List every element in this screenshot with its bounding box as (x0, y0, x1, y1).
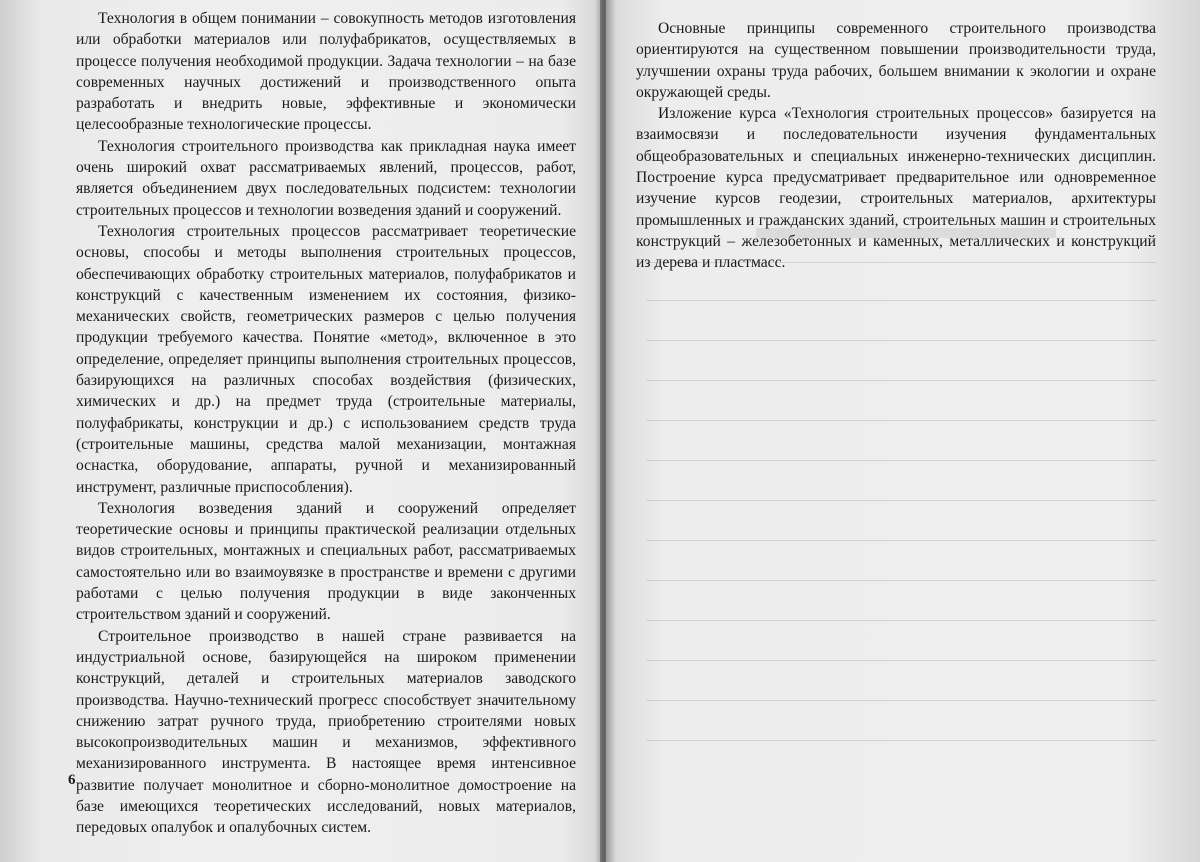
bleed-through-line (646, 420, 1156, 421)
bleed-through-line (646, 620, 1156, 621)
bleed-through-line (646, 460, 1156, 461)
left-page-text (76, 8, 576, 839)
paragraph: Технология возведения зданий и сооружений определяет теоретические основы и принципы практической реализации отдельных видов строительных, монтажных и специальных работ, рассматриваемых самостоятельно или во взаимоувязке в пространстве и времени с другими работами с целью получения продукции в виде законченных строительством зданий и сооружений. (76, 499, 576, 624)
right-page (606, 0, 1200, 862)
page-number: 6 (68, 772, 76, 788)
paragraph: Технология в общем понимании – совокупность методов изготовления или обработки материалов или полуфабрикатов, осуществляемых в процессе получения необходимой продукции. Задача технологии – на базе современных научных достижений и производственного опыта разработать и внедрить новые, эффективные и экономически целесообразные технологические процессы. (76, 10, 576, 134)
bleed-through-line (646, 380, 1156, 381)
bleed-through-line (646, 300, 1156, 301)
bleed-through-line (646, 340, 1156, 341)
paragraph: Изложение курса «Технология строительных процессов» базируется на взаимосвязи и последовательности изучения фундаментальных общеобразовательных и специальных инженерно-технических дисциплин. Построение курса предусматривает предварительное или одновременное изучение курсов геодезии, строительных материалов, архитектуры промышленных и гражданских зданий, строительных машин и строительных конструкций – железобетонных и каменных, металлических и конструкций из дерева и пластмасс. (636, 105, 1156, 272)
paragraph: Технология строительных процессов рассматривает теоретические основы, способы и методы выполнения строительных процессов, обеспечивающих обработку строительных материалов, полуфабрикатов и конструкций с качественным изменением их состояния, физико-механических свойств, геометрических размеров с целью получения продукции требуемого качества. Понятие «метод», включенное в это определение, определяет принципы выполнения строительных процессов, базирующихся на различных способах воздействия (физических, химических и др.) на предмет труда (строительные материалы, полуфабрикаты, конструкции и др.) с использованием средств труда (строительные машины, средства малой механизации, монтажная оснастка, оборудование, аппараты, ручной и механизированный инструмент, различные приспособления). (76, 222, 576, 496)
bleed-through-line (646, 500, 1156, 501)
bleed-through-line (646, 540, 1156, 541)
bleed-through-line (646, 700, 1156, 701)
bleed-through-line (646, 660, 1156, 661)
paragraph: Строительное производство в нашей стране развивается на индустриальной основе, базирующейся на широком применении конструкций, деталей и строительных материалов заводского производства. Научно-технический прогресс способствует значительному снижению затрат ручного труда, приобретению строителями новых высокопроизводительных машин и механизмов, эффективного механизированного инструмента. В настоящее время интенсивное развитие получает монолитное и сборно-монолитное домостроение на базе имеющихся теоретических исследований, новых материалов, передовых опалубок и опалубочных систем. (76, 627, 576, 837)
right-page-text (636, 18, 1156, 274)
bleed-through-line (646, 580, 1156, 581)
paragraph: Основные принципы современного строительного производства ориентируются на существенном повышении производительности труда, улучшении охраны труда рабочих, большем внимании к экологии и охране окружающей среды. (636, 20, 1156, 101)
paragraph: Технология строительного производства как прикладная наука имеет очень широкий охват рассматриваемых явлений, процессов, работ, является объединением двух последовательных подсистем: технологии строительных процессов и технологии возведения зданий и сооружений. (76, 137, 576, 219)
bleed-through-line (646, 740, 1156, 741)
